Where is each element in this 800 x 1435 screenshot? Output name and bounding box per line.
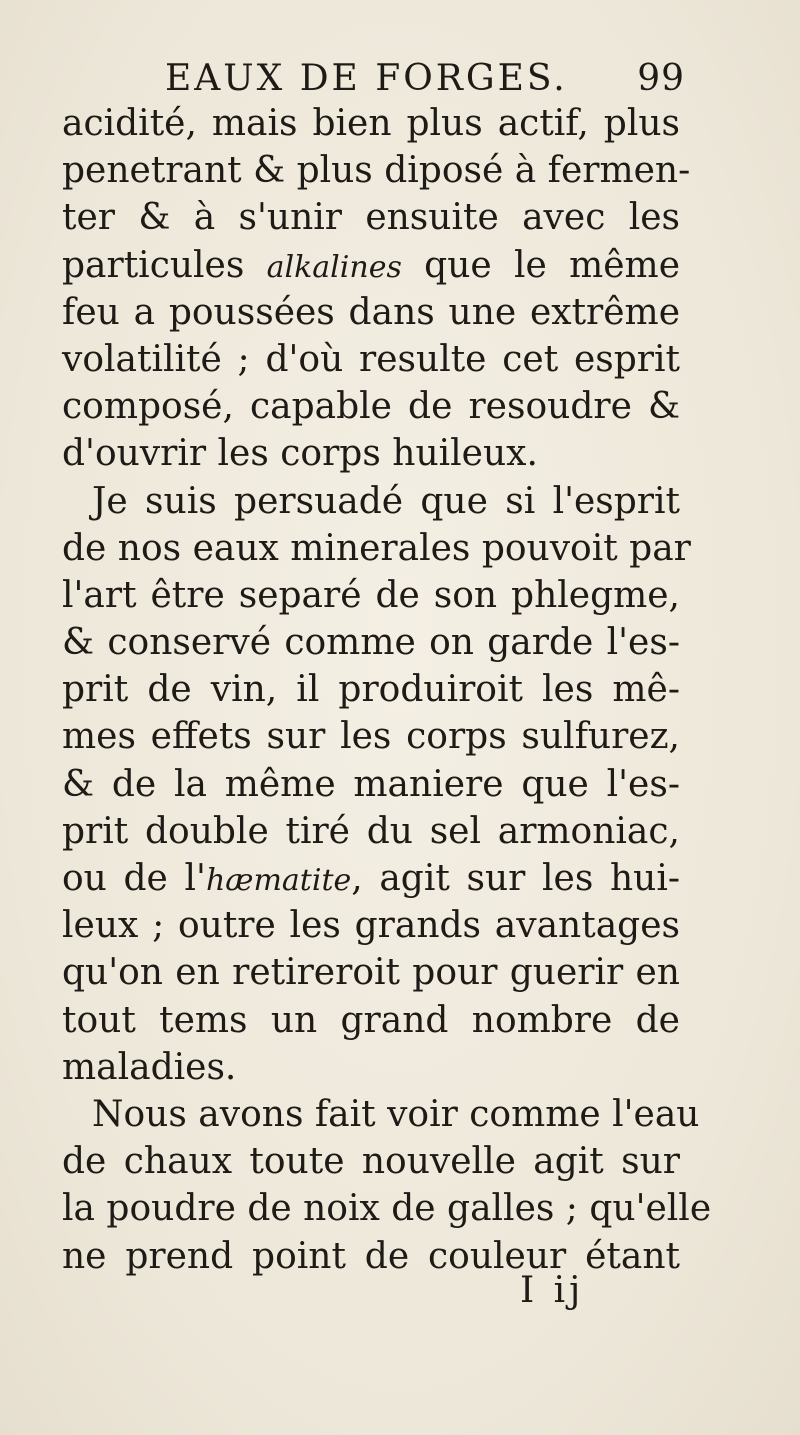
text-line: mes effets sur les corps sulfurez,: [62, 716, 680, 758]
text-line: tout tems un grand nombre de: [62, 999, 680, 1041]
text-line: prit double tiré du sel armoniac,: [62, 810, 680, 852]
text-line: maladies.: [62, 1046, 237, 1088]
text-line: [62, 242, 680, 289]
text-line: feu a poussées dans une extrême: [62, 291, 680, 333]
text-line: qu'on en retireroit pour guerir en: [62, 952, 680, 994]
text-line: Je suis persuadé que si l'esprit: [92, 480, 680, 522]
signature-mark: I ij: [520, 1270, 585, 1311]
text-line: la poudre de noix de galles ; qu'elle: [62, 1188, 712, 1230]
italic-term: alkalines: [266, 249, 402, 285]
text-line: [62, 855, 680, 902]
text-line: Nous avons fait voir comme l'eau: [92, 1093, 700, 1135]
text-segment: particules: [62, 244, 267, 286]
body-text: [62, 100, 712, 1280]
text-line: composé, capable de resoudre &: [62, 386, 680, 428]
text-line: acidité, mais bien plus actif, plus: [62, 103, 680, 144]
text-line: ne prend point de couleur étant: [62, 1235, 680, 1277]
italic-term: hæmatite: [205, 863, 352, 898]
text-line: d'ouvrir les corps huileux.: [62, 433, 538, 475]
text-line: & de la même maniere que l'es-: [62, 763, 680, 805]
text-line: volatilité ; d'où resulte cet esprit: [62, 338, 680, 380]
text-line: leux ; outre les grands avantages: [62, 905, 680, 947]
text-line: l'art être separé de son phlegme,: [62, 574, 680, 616]
text-line: de chaux toute nouvelle agit sur: [62, 1141, 680, 1183]
text-line: de nos eaux minerales pouvoit par: [62, 527, 691, 569]
text-line: penetrant & plus diposé à fermen-: [62, 150, 691, 192]
text-segment: , agit sur les hui-: [351, 858, 680, 899]
page-number: 99: [637, 58, 685, 99]
text-segment: ou de l': [62, 858, 206, 899]
text-segment: que le même: [401, 244, 680, 286]
text-line: & conservé comme on garde l'es-: [62, 622, 680, 664]
text-line: ter & à s'unir ensuite avec les: [62, 197, 680, 239]
text-line: prit de vin, il produiroit les mê-: [62, 669, 680, 711]
running-title: EAUX DE FORGES.: [165, 58, 568, 99]
